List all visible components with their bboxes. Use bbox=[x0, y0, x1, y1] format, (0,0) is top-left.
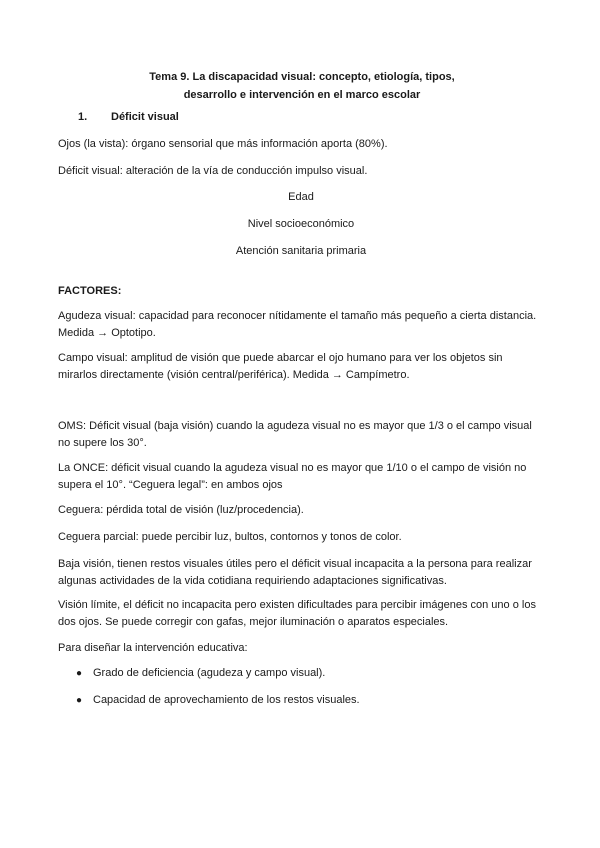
paragraph-baja-vision bbox=[58, 556, 544, 590]
once-line-1: La ONCE: déficit visual cuando la agudeza visual no es mayor que 1/10 o el campo de visión no bbox=[58, 462, 527, 474]
section-heading bbox=[78, 110, 179, 124]
centered-nivel: Nivel socioeconómico bbox=[247, 218, 355, 230]
campo-line-2: mirarlos directamente (visión central/periférica). Medida → Campímetro. bbox=[58, 369, 410, 381]
centered-edad: Edad bbox=[288, 191, 314, 203]
section-title: Déficit visual bbox=[111, 111, 179, 123]
oms-line-2: no supere los 30°. bbox=[58, 437, 147, 449]
list-item bbox=[76, 693, 360, 708]
paragraph-campo bbox=[58, 350, 544, 384]
list-item bbox=[76, 666, 325, 681]
oms-line-1: OMS: Déficit visual (baja visión) cuando la agudeza visual no es mayor que 1/3 o el campo visual bbox=[58, 420, 532, 432]
baja-vision-line-1: Baja visión, tienen restos visuales útiles pero el déficit visual incapacita a la persona para realizar bbox=[58, 558, 532, 570]
paragraph-agudeza bbox=[58, 308, 544, 342]
title-line-1: Tema 9. La discapacidad visual: concepto, etiología, tipos, bbox=[149, 71, 455, 83]
section-number: 1. bbox=[78, 111, 88, 123]
centered-atencion: Atención sanitaria primaria bbox=[235, 245, 367, 257]
paragraph-ceguera-parcial: Ceguera parcial: puede percibir luz, bultos, contornos y tonos de color. bbox=[58, 531, 402, 543]
bullet-icon: ● bbox=[76, 695, 83, 706]
document-title bbox=[60, 68, 544, 104]
bullet-icon: ● bbox=[76, 668, 83, 679]
baja-vision-line-2: algunas actividades de la vida cotidiana requiriendo adaptaciones significativas. bbox=[58, 575, 447, 587]
paragraph-oms bbox=[58, 418, 544, 452]
once-line-2: supera el 10°. “Ceguera legal”: en ambos ojos bbox=[58, 479, 283, 491]
title-line-2: desarrollo e intervención en el marco escolar bbox=[183, 89, 421, 101]
agudeza-line-2: Medida → Optotipo. bbox=[58, 327, 156, 339]
list-item-text: Capacidad de aprovechamiento de los restos visuales. bbox=[93, 694, 360, 706]
paragraph-deficit: Déficit visual: alteración de la vía de conducción impulso visual. bbox=[58, 165, 368, 177]
paragraph-ceguera: Ceguera: pérdida total de visión (luz/procedencia). bbox=[58, 504, 304, 516]
paragraph-once bbox=[58, 460, 544, 494]
factores-heading: FACTORES: bbox=[58, 285, 122, 297]
agudeza-line-1: Agudeza visual: capacidad para reconocer nítidamente el tamaño más pequeño a cierta distancia. bbox=[58, 310, 537, 322]
paragraph-vision-limite bbox=[58, 597, 544, 631]
vision-limite-line-2: dos ojos. Se puede corregir con gafas, mejor iluminación o aparatos especiales. bbox=[58, 616, 449, 628]
vision-limite-line-1: Visión límite, el déficit no incapacita pero existen dificultades para percibir imágenes con uno o los bbox=[58, 599, 536, 611]
paragraph-ojos: Ojos (la vista): órgano sensorial que más información aporta (80%). bbox=[58, 138, 388, 150]
paragraph-para-disenar: Para diseñar la intervención educativa: bbox=[58, 642, 248, 654]
campo-line-1: Campo visual: amplitud de visión que puede abarcar el ojo humano para ver los objetos sin bbox=[58, 352, 503, 364]
list-item-text: Grado de deficiencia (agudeza y campo visual). bbox=[93, 667, 326, 679]
